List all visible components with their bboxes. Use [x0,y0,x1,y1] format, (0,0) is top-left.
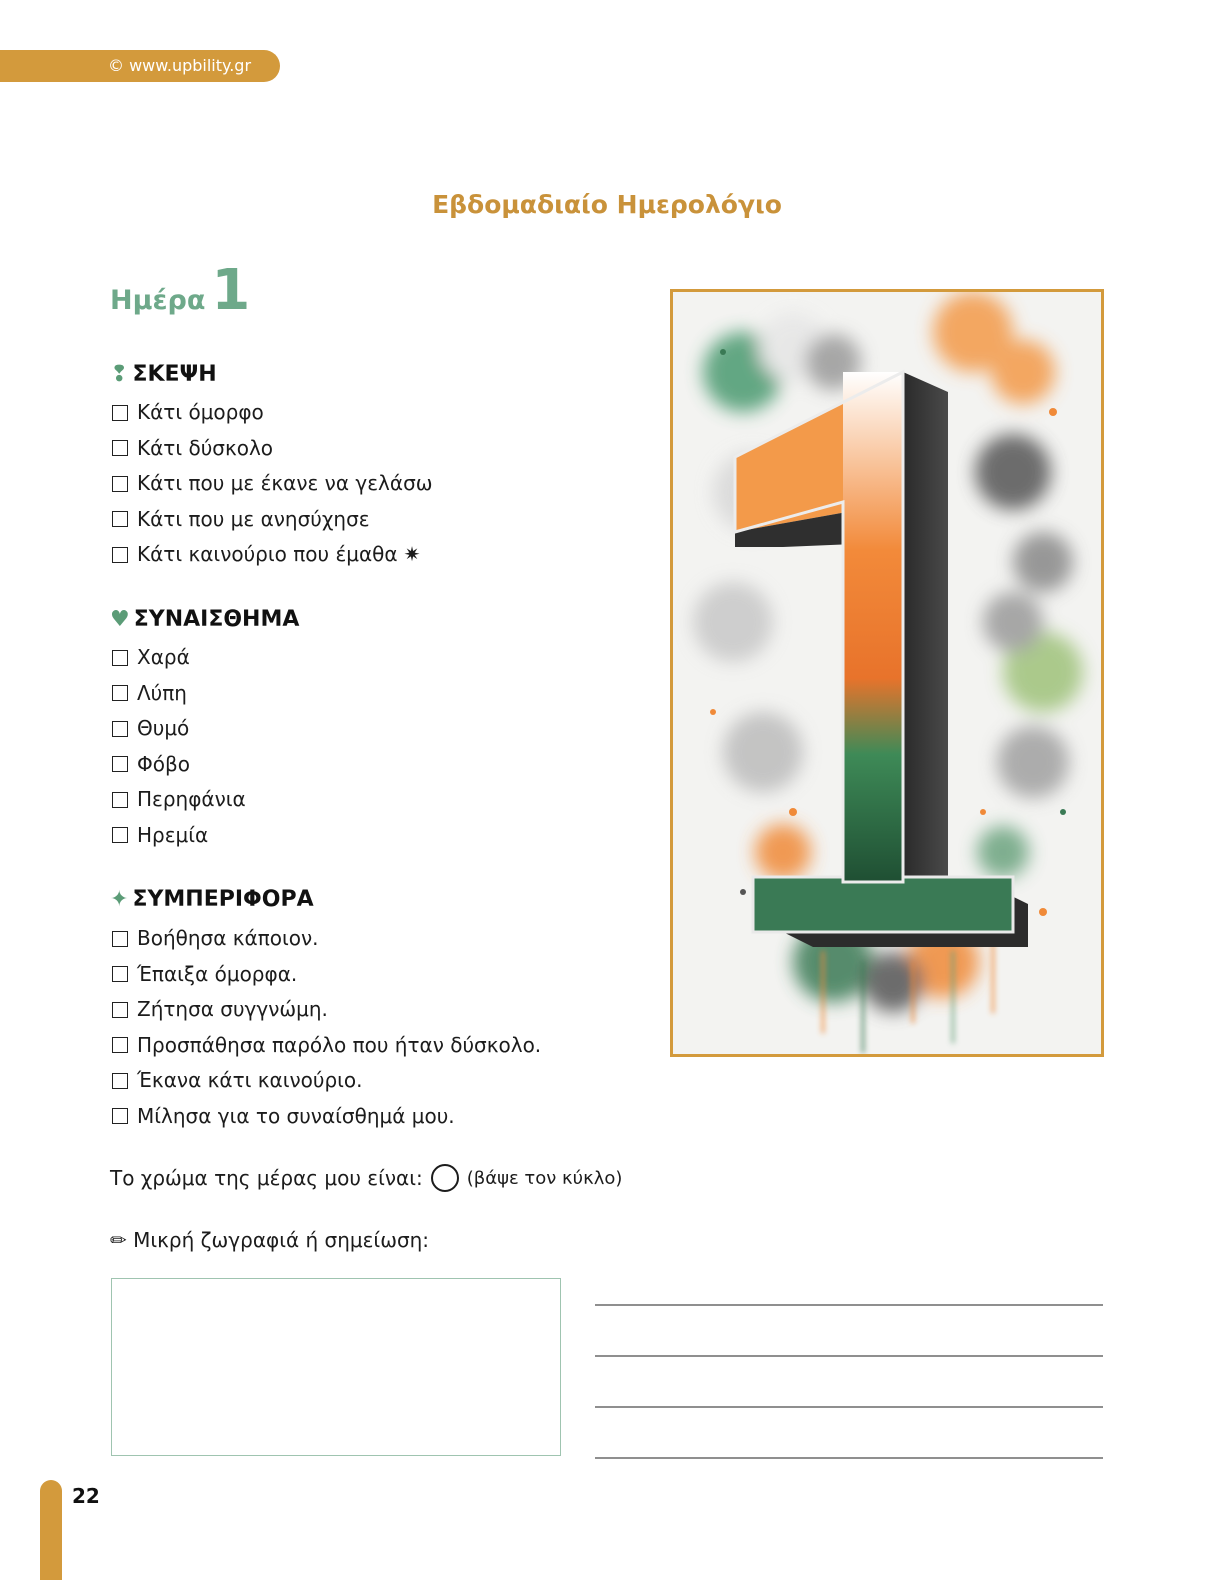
emotion-heading [110,607,299,632]
thought-heading-text: ΣΚΕΨΗ [132,362,217,387]
writing-line[interactable] [595,1355,1103,1357]
list-item [112,640,246,676]
checkbox[interactable] [112,1108,128,1124]
item-label: Λύπη [137,680,187,705]
checkbox[interactable] [112,476,128,492]
list-item [112,782,246,818]
pencil-icon: ✏ [110,1228,127,1252]
checkbox[interactable] [112,966,128,982]
color-of-day-label: Το χρώμα της μέρας μου είναι: [110,1166,423,1190]
writing-line[interactable] [595,1406,1103,1408]
list-item [112,395,433,431]
list-item [112,921,541,957]
item-label: Κάτι δύσκολο [137,435,274,460]
page-number: 22 [72,1484,100,1508]
behavior-heading [110,887,314,912]
item-label: Μίλησα για το συναίσθημά μου. [137,1103,455,1128]
list-item [112,992,541,1028]
list-item [112,747,246,783]
checkbox[interactable] [112,685,128,701]
list-item [112,676,246,712]
list-item [112,1099,541,1135]
day-heading [110,258,250,323]
heart-icon: ♥ [110,607,130,632]
star-icon: ✷ [403,542,421,566]
day-label: Ημέρα [110,285,206,316]
item-label: Χαρά [137,645,190,669]
emotion-list [112,640,246,853]
number-one-watercolor-illustration [673,292,1101,1054]
item-label: Έπαιξα όμορφα. [137,961,298,986]
list-item [112,1028,541,1064]
checkbox[interactable] [112,1037,128,1053]
item-label: Φόβο [137,751,190,776]
list-item [112,431,433,467]
color-of-day [110,1164,622,1192]
page-title: Εβδομαδιαίο Ημερολόγιο [432,190,782,219]
page-tab [40,1480,62,1580]
item-label: Κάτι που με έκανε να γελάσω [137,471,433,495]
writing-line[interactable] [595,1304,1103,1306]
behavior-list [112,921,541,1134]
checkbox[interactable] [112,1002,128,1018]
emotion-heading-text: ΣΥΝΑΙΣΘΗΜΑ [133,607,300,632]
checkbox[interactable] [112,511,128,527]
list-item [112,1063,541,1099]
sparkle-icon: ✦ [110,887,129,912]
list-item [112,466,433,502]
item-label: Έκανα κάτι καινούριο. [137,1068,363,1092]
checkbox[interactable] [112,440,128,456]
header-tab [0,50,280,82]
idea-icon: ❢ [110,362,129,387]
item-label: Βοήθησα κάποιον. [137,926,319,950]
writing-line[interactable] [595,1457,1103,1459]
checkbox[interactable] [112,650,128,666]
list-item [112,818,246,854]
color-circle[interactable] [431,1164,459,1192]
item-label: Προσπάθησα παρόλο που ήταν δύσκολο. [137,1032,542,1057]
thought-list [112,395,433,573]
item-label: Ζήτησα συγγνώμη. [137,997,328,1021]
checkbox[interactable] [112,931,128,947]
note-label: Μικρή ζωγραφιά ή σημείωση: [133,1228,430,1252]
item-label: Θυμό [137,716,190,740]
checkbox[interactable] [112,721,128,737]
item-label: Ηρεμία [137,822,209,847]
list-item [112,537,433,573]
list-item [112,957,541,993]
note-prompt [110,1228,429,1252]
list-item [112,711,246,747]
checkbox[interactable] [112,1073,128,1089]
illustration-frame [670,289,1104,1057]
item-label: Κάτι όμορφο [137,400,264,424]
checkbox[interactable] [112,756,128,772]
thought-heading [110,362,217,387]
item-label: Κάτι καινούριο που έμαθα [137,542,398,566]
drawing-box[interactable] [111,1278,561,1456]
behavior-heading-text: ΣΥΜΠΕΡΙΦΟΡΑ [132,887,314,912]
color-hint: (βάψε τον κύκλο) [466,1167,623,1189]
copyright-text[interactable]: © www.upbility.gr [108,56,252,75]
checkbox[interactable] [112,547,128,563]
item-label: Κάτι που με ανησύχησε [137,506,370,531]
checkbox[interactable] [112,827,128,843]
checkbox[interactable] [112,792,128,808]
item-label: Περηφάνια [137,787,246,811]
day-number: 1 [211,258,251,323]
checkbox[interactable] [112,405,128,421]
list-item [112,502,433,538]
